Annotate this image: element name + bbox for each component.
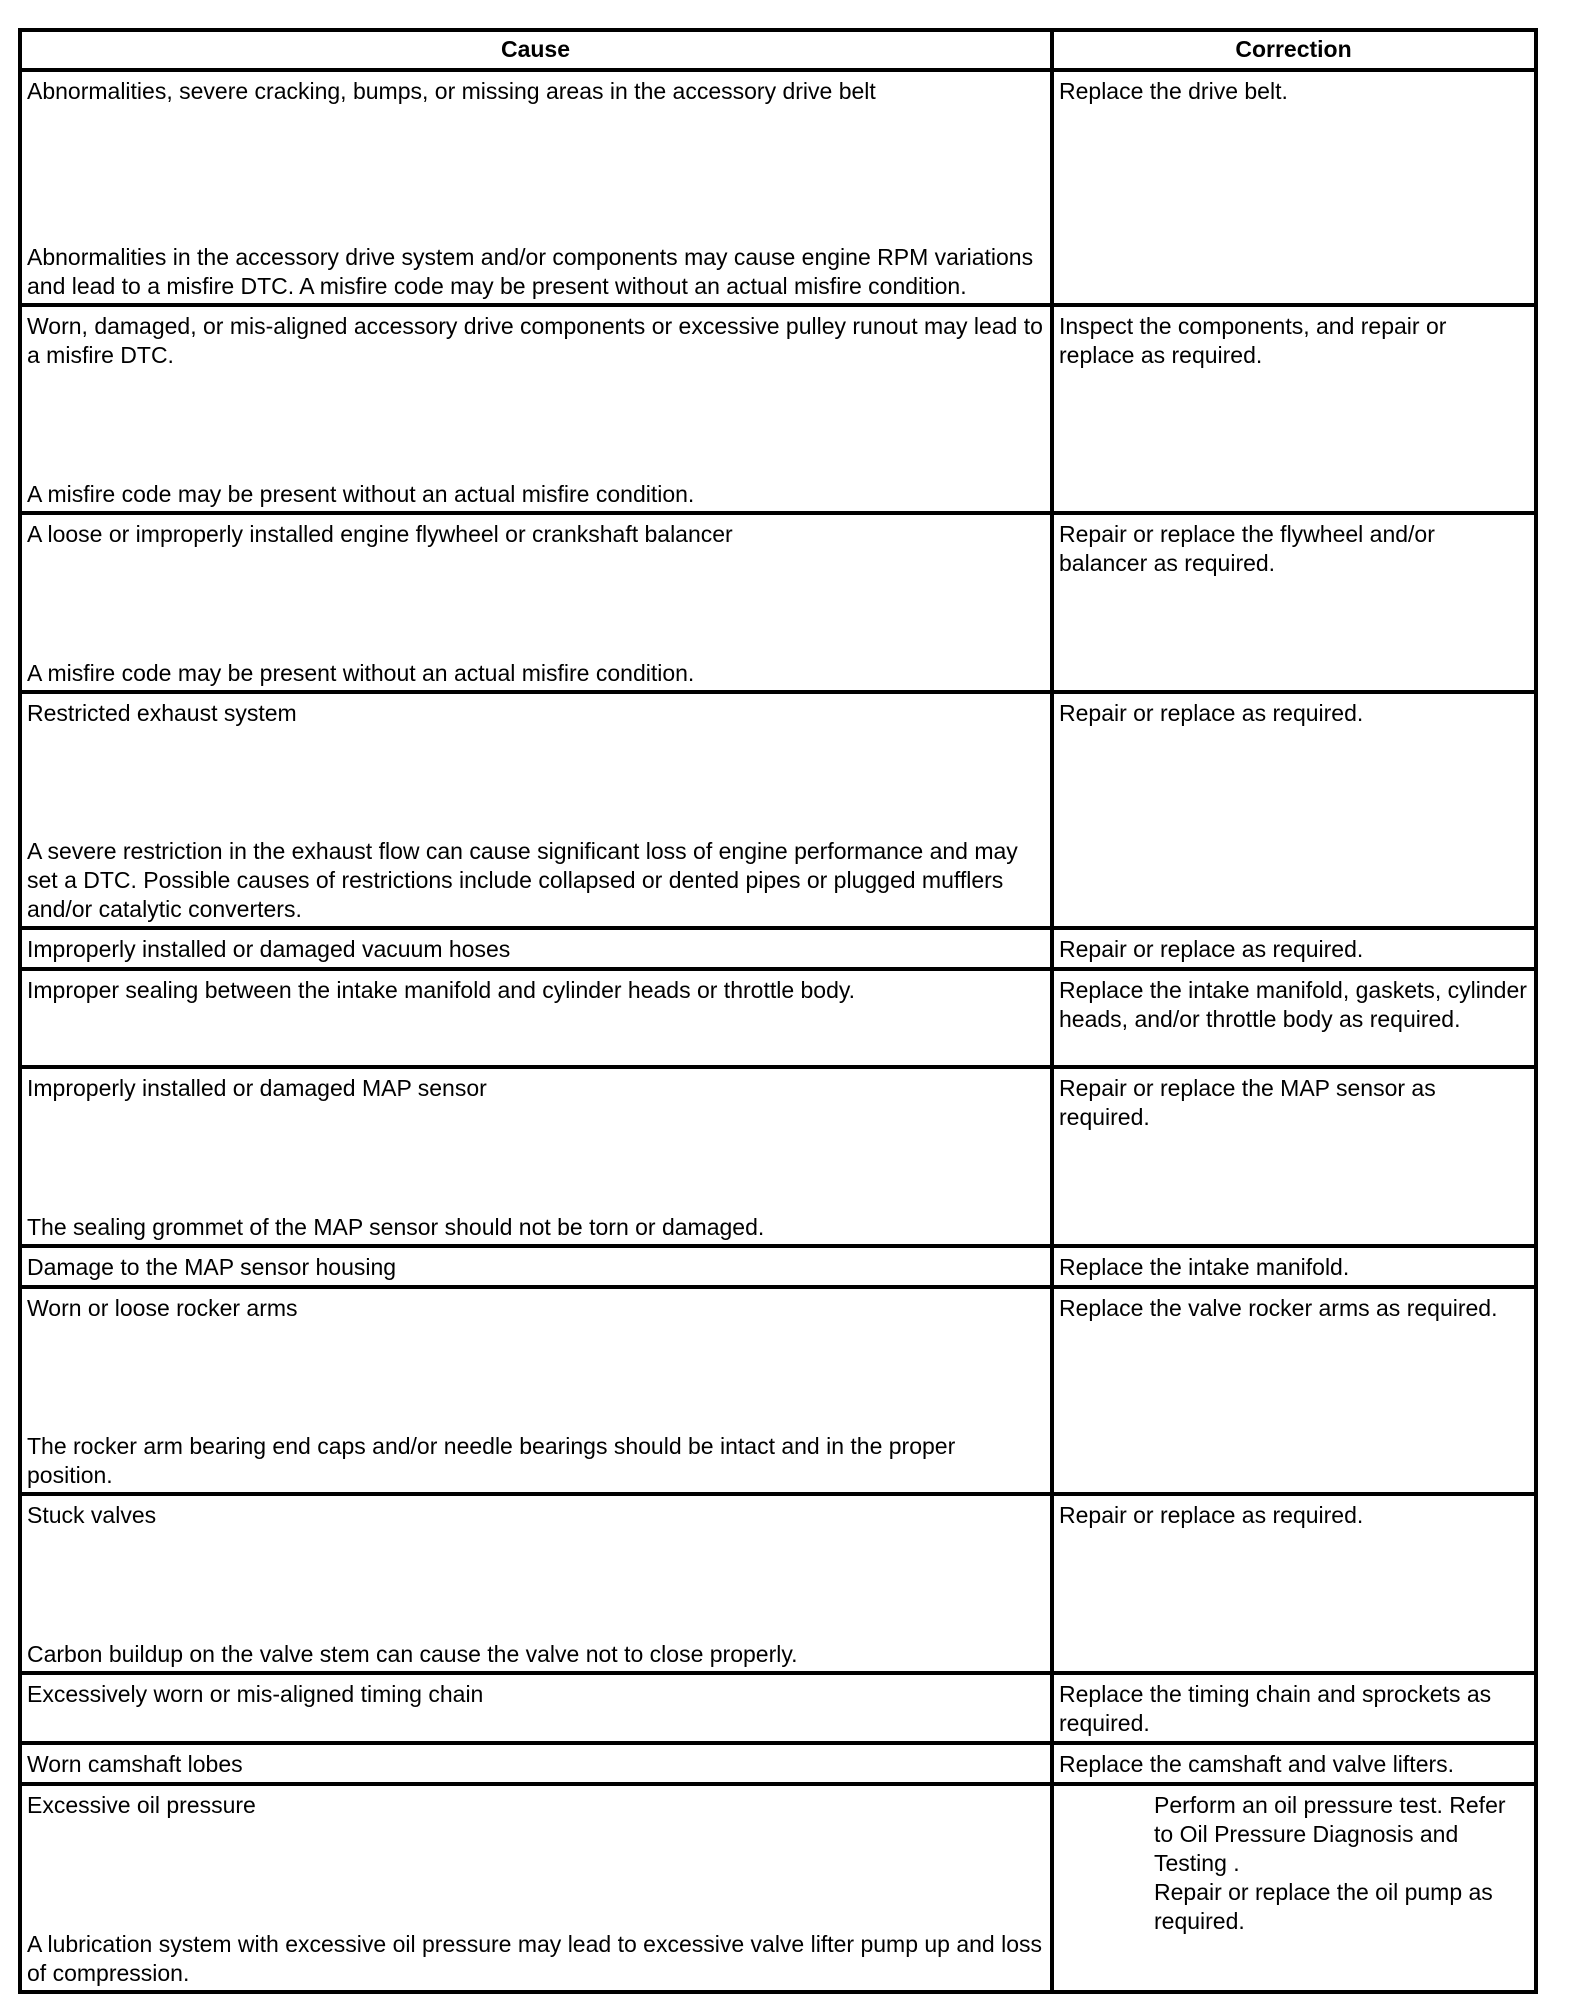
cause-text: Stuck valves [27,1502,157,1528]
cause-note: A lubrication system with excessive oil pressure may lead to excessive valve lifter pump up and loss of compression. [27,1931,1043,1986]
cause-cell [20,70,1052,305]
cause-note: The rocker arm bearing end caps and/or needle bearings should be intact and in the proper position. [27,1433,956,1488]
correction-cell [1052,70,1536,305]
correction-cell [1052,969,1536,1067]
table-row [20,928,1536,969]
correction-item: Perform an oil pressure test. Refer to Oil Pressure Diagnosis and Testing . [1154,1792,1506,1876]
correction-text: Repair or replace as required. [1059,1502,1364,1528]
cause-note: A severe restriction in the exhaust flow can cause significant loss of engine performance and may set a DTC. Possible causes of restrictions include collapsed or dented pipes or plugged mufflers and/or catalytic converters. [27,838,1018,922]
cause-cell [20,305,1052,513]
correction-text: Inspect the components, and repair or replace as required. [1059,313,1447,368]
cause-cell [20,969,1052,1067]
table-row [20,1287,1536,1494]
cause-text: Abnormalities, severe cracking, bumps, or missing areas in the accessory drive belt [27,78,876,104]
correction-text: Replace the timing chain and sprockets as required. [1059,1681,1492,1736]
table-row [20,513,1536,692]
cause-text: Damage to the MAP sensor housing [27,1254,397,1280]
cause-text: Improper sealing between the intake manifold and cylinder heads or throttle body. [27,977,856,1003]
correction-text: Replace the valve rocker arms as required. [1059,1295,1498,1321]
table-row [20,70,1536,305]
table-row [20,1673,1536,1743]
correction-cell [1052,1246,1536,1287]
correction-text: Repair or replace as required. [1059,700,1364,726]
correction-text: Replace the camshaft and valve lifters. [1059,1751,1455,1777]
correction-list [1059,1791,1528,1936]
correction-cell [1052,513,1536,692]
cause-text: A loose or improperly installed engine flywheel or crankshaft balancer [27,521,733,547]
cause-cell [20,1784,1052,1992]
cause-cell [20,1067,1052,1246]
cause-text: Worn, damaged, or mis-aligned accessory drive components or excessive pulley runout may lead to a misfire DTC. [27,313,1043,368]
correction-cell [1052,928,1536,969]
correction-cell [1052,305,1536,513]
table-row [20,1246,1536,1287]
correction-text: Repair or replace as required. [1059,936,1364,962]
table-row [20,1743,1536,1784]
cause-cell [20,1246,1052,1287]
correction-text: Replace the intake manifold. [1059,1254,1350,1280]
correction-text: Repair or replace the MAP sensor as required. [1059,1075,1436,1130]
cause-cell [20,1287,1052,1494]
cause-text: Worn or loose rocker arms [27,1295,298,1321]
correction-text: Replace the drive belt. [1059,78,1288,104]
table-row [20,969,1536,1067]
cause-cell [20,692,1052,928]
correction-cell [1052,1067,1536,1246]
cause-cell [20,928,1052,969]
header-cause: Cause [20,30,1052,70]
cause-text: Restricted exhaust system [27,700,297,726]
correction-cell [1052,1494,1536,1673]
diagnosis-table [18,28,1538,1994]
table-header-row [20,30,1536,70]
correction-cell [1052,1287,1536,1494]
table-row [20,305,1536,513]
correction-text: Replace the intake manifold, gaskets, cylinder heads, and/or throttle body as required. [1059,977,1527,1032]
cause-cell [20,1673,1052,1743]
correction-cell [1052,1784,1536,1992]
cause-cell [20,1743,1052,1784]
correction-cell [1052,692,1536,928]
correction-cell [1052,1673,1536,1743]
cause-note: A misfire code may be present without an actual misfire condition. [27,660,695,686]
cause-text: Worn camshaft lobes [27,1751,243,1777]
table-row [20,692,1536,928]
cause-cell [20,1494,1052,1673]
cause-cell [20,513,1052,692]
cause-text: Excessive oil pressure [27,1792,256,1818]
correction-text: Repair or replace the flywheel and/or balancer as required. [1059,521,1435,576]
cause-note: Carbon buildup on the valve stem can cause the valve not to close properly. [27,1641,798,1667]
header-correction: Correction [1052,30,1536,70]
document [18,28,1534,1994]
cause-note: A misfire code may be present without an actual misfire condition. [27,481,695,507]
cause-note: Abnormalities in the accessory drive system and/or components may cause engine RPM variations and lead to a misfire DTC. A misfire code may be present without an actual misfire condition. [27,244,1034,299]
correction-cell [1052,1743,1536,1784]
correction-item: Repair or replace the oil pump as required. [1154,1879,1493,1934]
cause-text: Excessively worn or mis-aligned timing chain [27,1681,484,1707]
table-row [20,1784,1536,1992]
cause-text: Improperly installed or damaged vacuum hoses [27,936,511,962]
cause-text: Improperly installed or damaged MAP sensor [27,1075,487,1101]
table-row [20,1494,1536,1673]
table-row [20,1067,1536,1246]
cause-note: The sealing grommet of the MAP sensor should not be torn or damaged. [27,1214,765,1240]
